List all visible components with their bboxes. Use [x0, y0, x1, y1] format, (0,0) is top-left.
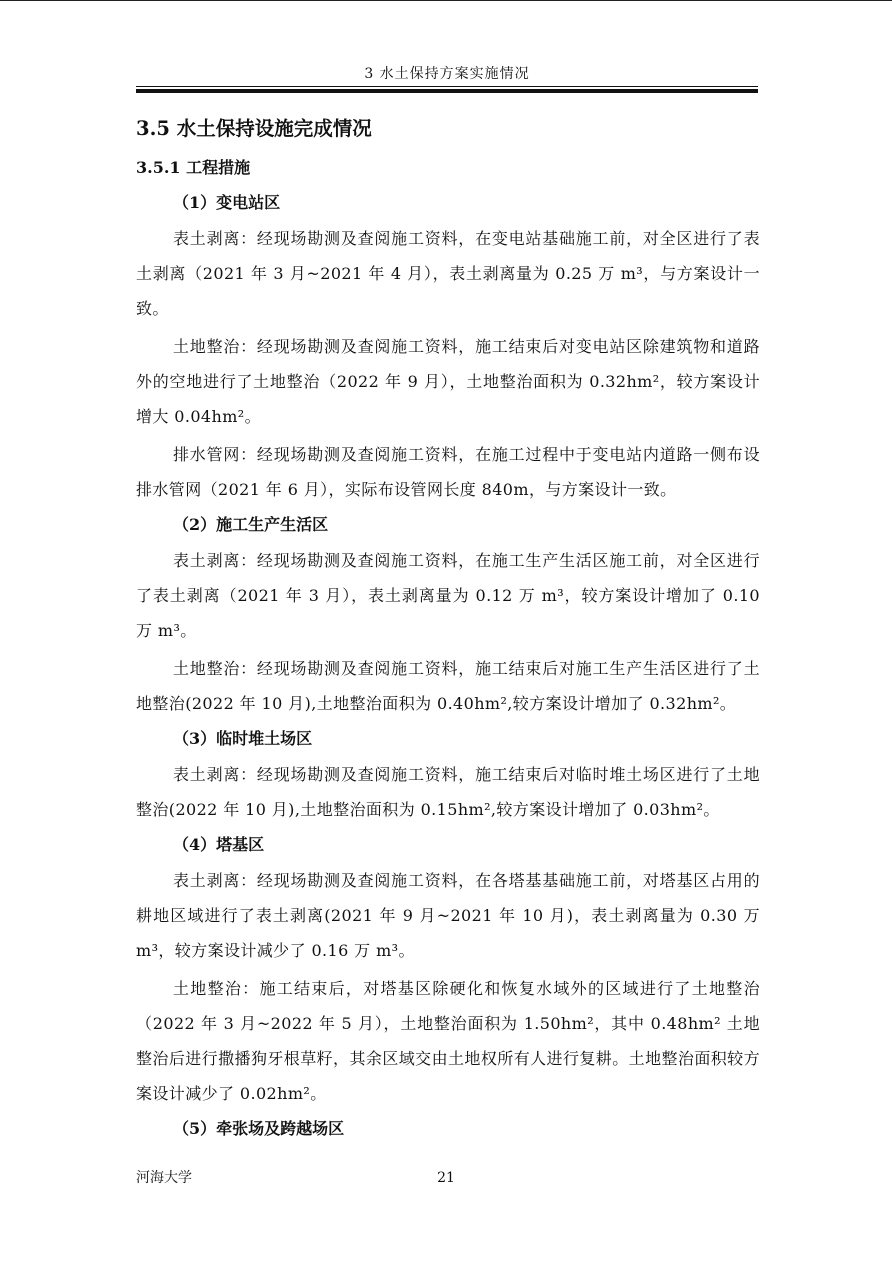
paragraph-land-leveling: 土地整治：施工结束后，对塔基区除硬化和恢复水域外的区域进行了土地整治（2022 年 3 月~2022 年 5 月），土地整治面积为 1.50hm²，其中 0.48hm² 土地整治后进行撒播狗牙根草籽，其余区域交由土地权所有人进行复耕。土地整治面积较方案设计减少了 0.02hm²。: [136, 979, 760, 1103]
area-title-tension-crossing-site: （5）牵张场及跨越场区: [173, 1119, 345, 1138]
area-title-construction-camp: （2）施工生产生活区: [173, 515, 329, 534]
page-top-border: [0, 0, 892, 1]
header-rule-thick: [136, 89, 758, 93]
paragraph-land-leveling: 土地整治：经现场勘测及查阅施工资料，施工结束后对施工生产生活区进行了土地整治(2022 年 10 月),土地整治面积为 0.40hm²,较方案设计增加了 0.32hm²。: [136, 659, 760, 713]
paragraph-topsoil-stripping: 表土剥离：经现场勘测及查阅施工资料，在施工生产生活区施工前，对全区进行了表土剥离（2021 年 3 月），表土剥离量为 0.12 万 m³，较方案设计增加了 0.10 万 m³。: [136, 551, 760, 640]
paragraph-drainage-network: 排水管网：经现场勘测及查阅施工资料，在施工过程中于变电站内道路一侧布设排水管网（2021 年 6 月），实际布设管网长度 840m，与方案设计一致。: [136, 445, 760, 499]
header-rule-thin: [136, 86, 758, 87]
running-header: 3 水土保持方案实施情况: [364, 66, 530, 82]
paragraph-topsoil-stripping: 表土剥离：经现场勘测及查阅施工资料，在变电站基础施工前，对全区进行了表土剥离（2021 年 3 月~2021 年 4 月），表土剥离量为 0.25 万 m³，与方案设计一致。: [136, 229, 760, 318]
area-title-temporary-soil-yard: （3）临时堆土场区: [173, 729, 313, 748]
paragraph-topsoil-stripping: 表土剥离：经现场勘测及查阅施工资料，在各塔基基础施工前，对塔基区占用的耕地区域进行了表土剥离(2021 年 9 月~2021 年 10 月)，表土剥离量为 0.30 万 m³，较方案设计减少了 0.16 万 m³。: [136, 871, 760, 960]
page-body: [136, 112, 760, 1147]
area-title-tower-foundation: （4）塔基区: [173, 835, 265, 854]
subsection-title: 3.5.1 工程措施: [136, 158, 251, 177]
paragraph-land-leveling: 土地整治：经现场勘测及查阅施工资料，施工结束后对变电站区除建筑物和道路外的空地进行了土地整治（2022 年 9 月），土地整治面积为 0.32hm²，较方案设计增大 0.04hm²。: [136, 337, 760, 426]
page-number: 21: [437, 1170, 455, 1186]
footer-institution: 河海大学: [136, 1170, 192, 1186]
section-title: 3.5 水土保持设施完成情况: [136, 117, 372, 140]
paragraph-topsoil-stripping: 表土剥离：经现场勘测及查阅施工资料，施工结束后对临时堆土场区进行了土地整治(2022 年 10 月),土地整治面积为 0.15hm²,较方案设计增加了 0.03hm²。: [136, 765, 760, 819]
area-title-substation: （1）变电站区: [173, 193, 281, 212]
